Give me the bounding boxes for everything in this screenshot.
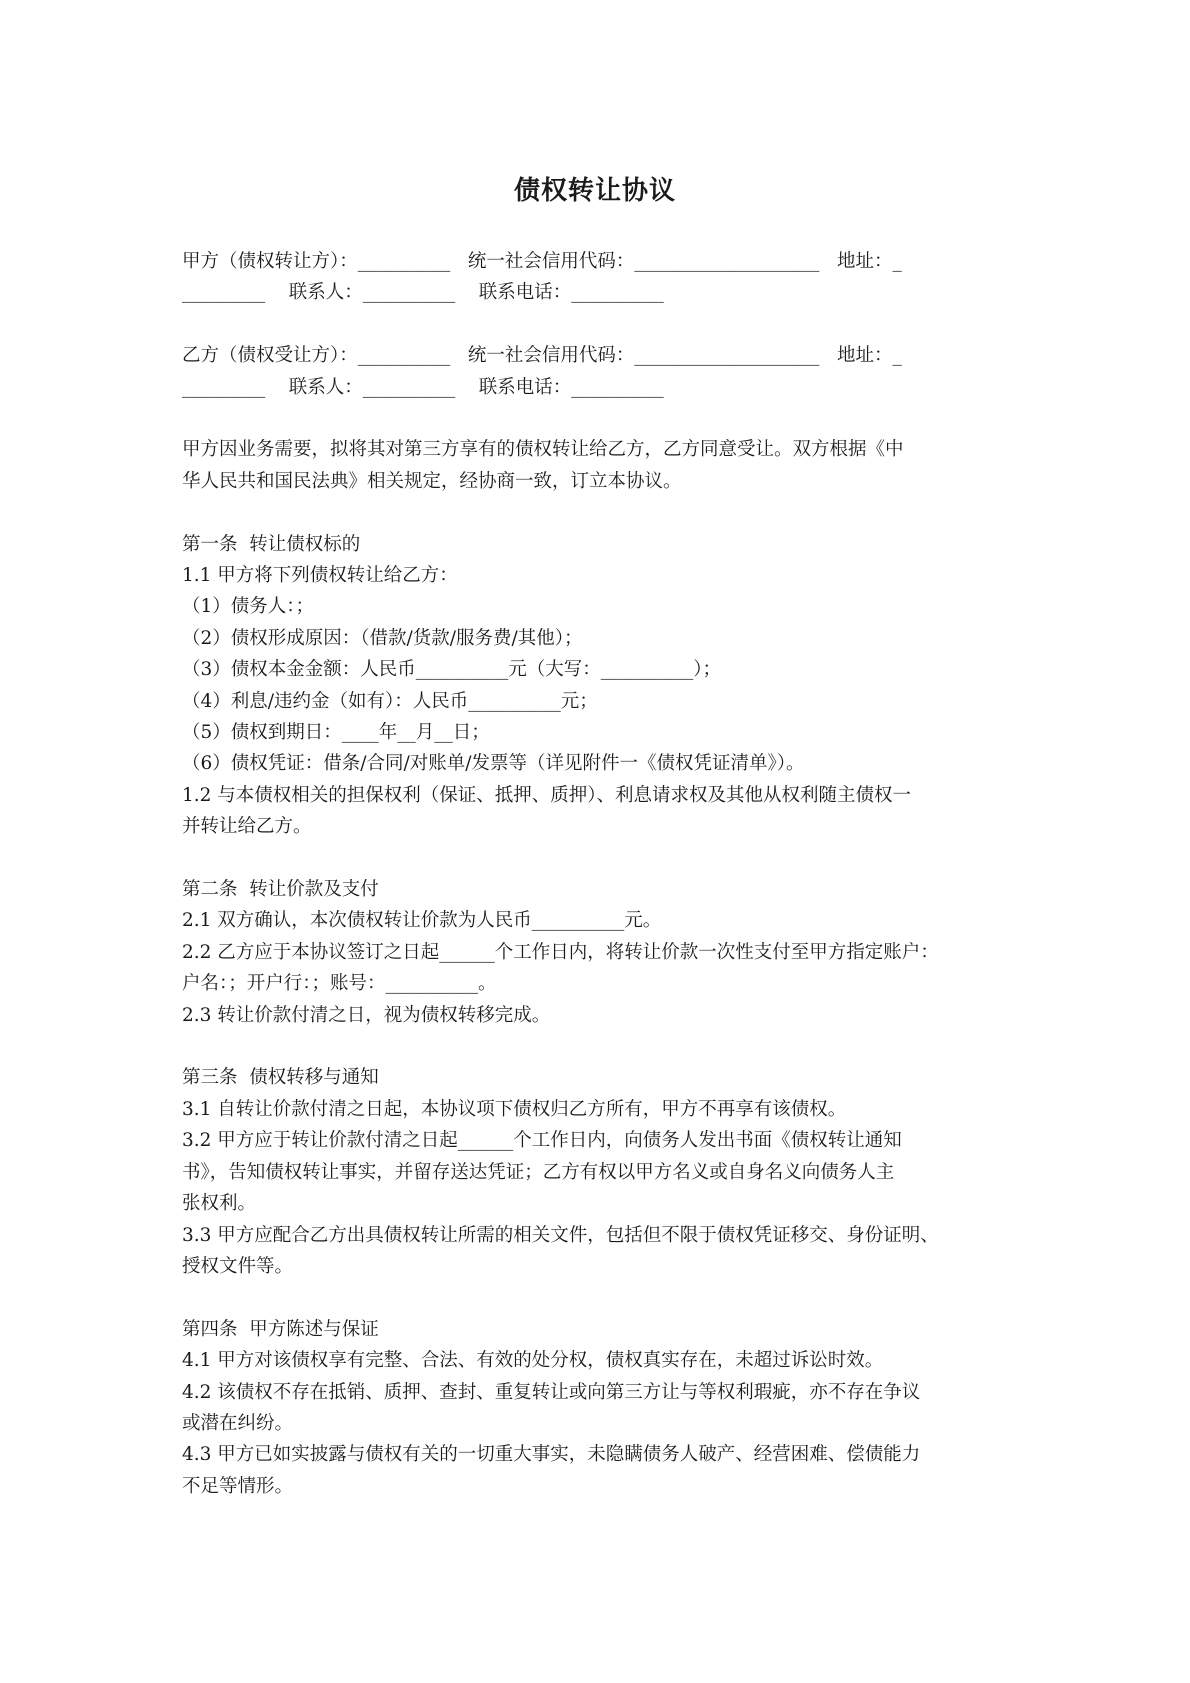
article-1-line: 并转让给乙方。 [182,816,312,838]
article-3-line: 3.2 甲方应于转让价款付清之日起______个工作日内，向债务人发出书面《债权转让通知 [182,1130,902,1152]
article-4-heading: 第四条 甲方陈述与保证 [182,1318,379,1340]
article-3-line: 3.3 甲方应配合乙方出具债权转让所需的相关文件，包括但不限于债权凭证移交、身份证明、 [182,1224,939,1246]
article-4-line: 4.3 甲方已如实披露与债权有关的一切重大事实，未隐瞒债务人破产、经营困难、偿债能力 [182,1444,921,1466]
article-2-line: 2.3 转让价款付清之日，视为债权转移完成。 [182,1004,551,1026]
article-1-line: 1.1 甲方将下列债权转让给乙方： [182,565,458,587]
article-1-line: （5）债权到期日：____年__月__日； [182,722,490,744]
article-3-line: 3.1 自转让价款付清之日起，本协议项下债权归乙方所有，甲方不再享有该债权。 [182,1098,847,1120]
paragraph-gap [182,843,1034,874]
article-4-line: 4.2 该债权不存在抵销、质押、查封、重复转让或向第三方让与等权利瑕疵，亦不存在争议 [182,1381,921,1403]
article-3-line: 张权利。 [182,1193,257,1215]
article-1-line: （2）债权形成原因：（借款/货款/服务费/其他）； [182,627,583,649]
document-title: 债权转让协议 [513,176,676,206]
paragraph-gap [182,309,1034,340]
document-body [182,246,1034,1502]
article-3-line: 书》，告知债权转让事实，并留存送达凭证；乙方有权以甲方名义或自身名义向债务人主 [182,1161,895,1183]
party-a-line-2: _________ 联系人：__________ 联系电话：__________ [182,282,664,304]
article-1-line: （3）债权本金金额：人民币__________元（大写：__________）； [182,659,722,681]
article-1-line: （1）债务人：； [182,596,315,618]
preamble-line-2: 华人民共和国民法典》相关规定，经协商一致，订立本协议。 [182,470,682,492]
article-4-line: 或潜在纠纷。 [182,1412,294,1434]
article-1-line: （4）利息/违约金（如有）：人民币__________元； [182,690,598,712]
party-a-line-1: 甲方（债权转让方）：__________ 统一社会信用代码：____________________ 地址：_ [182,251,902,272]
article-1-line: （6）债权凭证：借条/合同/对账单/发票等（详见附件一《债权凭证清单》）。 [182,753,805,775]
article-2-line: 2.2 乙方应于本协议签订之日起______个工作日内，将转让价款一次性支付至甲方指定账户： [182,941,939,963]
article-4-line: 不足等情形。 [182,1475,294,1497]
paragraph-gap [182,403,1034,434]
preamble-line-1: 甲方因业务需要，拟将其对第三方享有的债权转让给乙方，乙方同意受让。双方根据《中 [182,439,904,461]
article-2-line: 户名：；开户行：；账号：__________。 [182,973,497,995]
party-b-line-2: _________ 联系人：__________ 联系电话：__________ [182,376,664,398]
paragraph-gap [182,1031,1034,1062]
article-2-line: 2.1 双方确认，本次债权转让价款为人民币__________元。 [182,910,662,932]
article-3-line: 授权文件等。 [182,1255,294,1277]
article-3-heading: 第三条 债权转移与通知 [182,1067,379,1089]
article-4-line: 4.1 甲方对该债权享有完整、合法、有效的处分权，债权真实存在，未超过诉讼时效。 [182,1350,884,1372]
article-2-heading: 第二条 转让价款及支付 [182,879,379,901]
party-b-line-1: 乙方（债权受让方）：__________ 统一社会信用代码：____________________ 地址：_ [182,345,902,367]
article-1-heading: 第一条 转让债权标的 [182,533,361,555]
paragraph-gap [182,1282,1034,1313]
article-1-line: 1.2 与本债权相关的担保权利（保证、抵押、质押）、利息请求权及其他从权利随主债权一 [182,784,912,806]
paragraph-gap [182,497,1034,528]
